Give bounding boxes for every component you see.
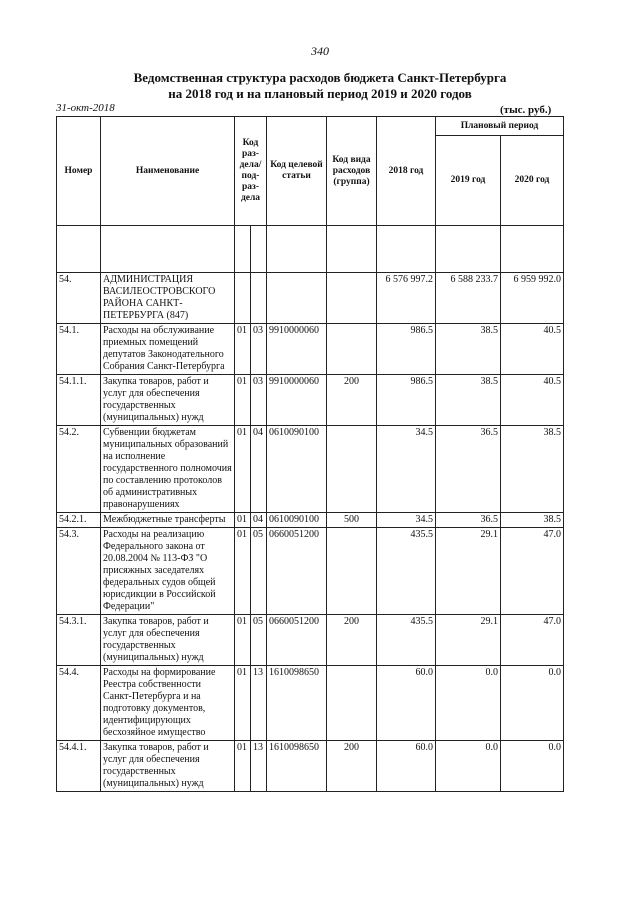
- row-expense-type: 500: [327, 513, 377, 528]
- row-name: Расходы на обслуживание приемных помещений депутатов Законодательного Собрания Санкт-Петербурга: [101, 324, 235, 375]
- row-expense-type: [327, 666, 377, 741]
- header-spacer-row: [57, 226, 564, 273]
- table-row: [57, 426, 564, 513]
- row-number: 54.4.1.: [57, 741, 101, 792]
- row-target-code: 1610098650: [267, 666, 327, 741]
- row-target-code: 1610098650: [267, 741, 327, 792]
- row-target-code: 0610090100: [267, 513, 327, 528]
- row-amount-2019: 36.5: [436, 513, 501, 528]
- row-amount-2019: 0.0: [436, 741, 501, 792]
- row-amount-2020: 0.0: [501, 666, 564, 741]
- row-amount-2019: 36.5: [436, 426, 501, 513]
- row-expense-type: [327, 273, 377, 324]
- header-expense-type: Код вида расходов (группа): [327, 117, 377, 226]
- row-amount-2018: 34.5: [377, 426, 436, 513]
- table-row: [57, 513, 564, 528]
- table-row: [57, 666, 564, 741]
- row-number: 54.2.: [57, 426, 101, 513]
- row-amount-2018: 60.0: [377, 666, 436, 741]
- row-expense-type: 200: [327, 741, 377, 792]
- row-name: Закупка товаров, работ и услуг для обеспечения государственных (муниципальных) нужд: [101, 375, 235, 426]
- row-amount-2018: 986.5: [377, 375, 436, 426]
- row-section: 01: [235, 666, 251, 741]
- row-number: 54.4.: [57, 666, 101, 741]
- header-year-2020: 2020 год: [501, 136, 564, 226]
- row-section: 01: [235, 615, 251, 666]
- header-target-code: Код целевой статьи: [267, 117, 327, 226]
- row-section: [235, 273, 251, 324]
- row-expense-type: [327, 426, 377, 513]
- row-amount-2019: 29.1: [436, 615, 501, 666]
- header-planned-period: Плановый период: [436, 117, 564, 136]
- table-row: [57, 741, 564, 792]
- title-line-1: Ведомственная структура расходов бюджета Санкт-Петербурга: [133, 70, 507, 85]
- header-section-code: Код раз-дела/ под-раз-дела: [235, 117, 267, 226]
- table-row: [57, 324, 564, 375]
- row-amount-2020: 40.5: [501, 324, 564, 375]
- row-name: Закупка товаров, работ и услуг для обеспечения государственных (муниципальных) нужд: [101, 615, 235, 666]
- row-amount-2019: 0.0: [436, 666, 501, 741]
- row-target-code: 0660051200: [267, 528, 327, 615]
- row-target-code: 0610090100: [267, 426, 327, 513]
- row-amount-2019: 38.5: [436, 375, 501, 426]
- row-amount-2018: 6 576 997.2: [377, 273, 436, 324]
- table-row: [57, 615, 564, 666]
- header-year-2019: 2019 год: [436, 136, 501, 226]
- row-amount-2018: 60.0: [377, 741, 436, 792]
- units-label: (тыс. руб.): [500, 104, 552, 116]
- row-subsection: 03: [251, 324, 267, 375]
- row-amount-2018: 986.5: [377, 324, 436, 375]
- row-expense-type: 200: [327, 615, 377, 666]
- row-expense-type: [327, 528, 377, 615]
- row-expense-type: 200: [327, 375, 377, 426]
- row-amount-2018: 34.5: [377, 513, 436, 528]
- row-amount-2020: 40.5: [501, 375, 564, 426]
- row-target-code: [267, 273, 327, 324]
- row-amount-2018: 435.5: [377, 528, 436, 615]
- header-number: Номер: [57, 117, 101, 226]
- row-amount-2020: 38.5: [501, 426, 564, 513]
- row-amount-2018: 435.5: [377, 615, 436, 666]
- row-number: 54.3.: [57, 528, 101, 615]
- row-name: АДМИНИСТРАЦИЯ ВАСИЛЕОСТРОВСКОГО РАЙОНА САНКТ-ПЕТЕРБУРГА (847): [101, 273, 235, 324]
- row-number: 54.2.1.: [57, 513, 101, 528]
- row-subsection: 03: [251, 375, 267, 426]
- row-number: 54.: [57, 273, 101, 324]
- header-year-2018: 2018 год: [377, 117, 436, 226]
- row-subsection: [251, 273, 267, 324]
- row-section: 01: [235, 528, 251, 615]
- row-amount-2020: 0.0: [501, 741, 564, 792]
- row-amount-2019: 38.5: [436, 324, 501, 375]
- row-section: 01: [235, 375, 251, 426]
- page-number: 340: [311, 44, 329, 58]
- row-subsection: 05: [251, 528, 267, 615]
- table-row: [57, 375, 564, 426]
- row-name: Расходы на реализацию Федерального закона от 20.08.2004 № 113-ФЗ "О присяжных заседателях федеральных судов общей юрисдикции в Российской Федерации": [101, 528, 235, 615]
- document-date: 31-окт-2018: [56, 102, 115, 114]
- budget-table: [56, 116, 564, 792]
- document-title: [0, 70, 640, 102]
- table-row: [57, 273, 564, 324]
- row-subsection: 04: [251, 426, 267, 513]
- row-subsection: 05: [251, 615, 267, 666]
- row-amount-2020: 6 959 992.0: [501, 273, 564, 324]
- row-name: Субвенции бюджетам муниципальных образований на исполнение государственного полномочия по составлению протоколов об административных правонарушениях: [101, 426, 235, 513]
- row-number: 54.1.: [57, 324, 101, 375]
- row-section: 01: [235, 513, 251, 528]
- row-expense-type: [327, 324, 377, 375]
- row-amount-2019: 6 588 233.7: [436, 273, 501, 324]
- row-section: 01: [235, 426, 251, 513]
- row-amount-2020: 38.5: [501, 513, 564, 528]
- row-section: 01: [235, 741, 251, 792]
- row-amount-2020: 47.0: [501, 528, 564, 615]
- row-target-code: 9910000060: [267, 324, 327, 375]
- table-body: [57, 273, 564, 792]
- header-name: Наименование: [101, 117, 235, 226]
- row-amount-2019: 29.1: [436, 528, 501, 615]
- row-name: Закупка товаров, работ и услуг для обеспечения государственных (муниципальных) нужд: [101, 741, 235, 792]
- title-line-2: на 2018 год и на плановый период 2019 и 2020 годов: [168, 86, 472, 101]
- row-number: 54.1.1.: [57, 375, 101, 426]
- row-target-code: 9910000060: [267, 375, 327, 426]
- row-subsection: 04: [251, 513, 267, 528]
- row-number: 54.3.1.: [57, 615, 101, 666]
- row-name: Расходы на формирование Реестра собственности Санкт-Петербурга и на подготовку документов, идентифицирующих бесхозяйное имущество: [101, 666, 235, 741]
- row-subsection: 13: [251, 666, 267, 741]
- row-amount-2020: 47.0: [501, 615, 564, 666]
- table-row: [57, 528, 564, 615]
- row-name: Межбюджетные трансферты: [101, 513, 235, 528]
- row-target-code: 0660051200: [267, 615, 327, 666]
- row-subsection: 13: [251, 741, 267, 792]
- row-section: 01: [235, 324, 251, 375]
